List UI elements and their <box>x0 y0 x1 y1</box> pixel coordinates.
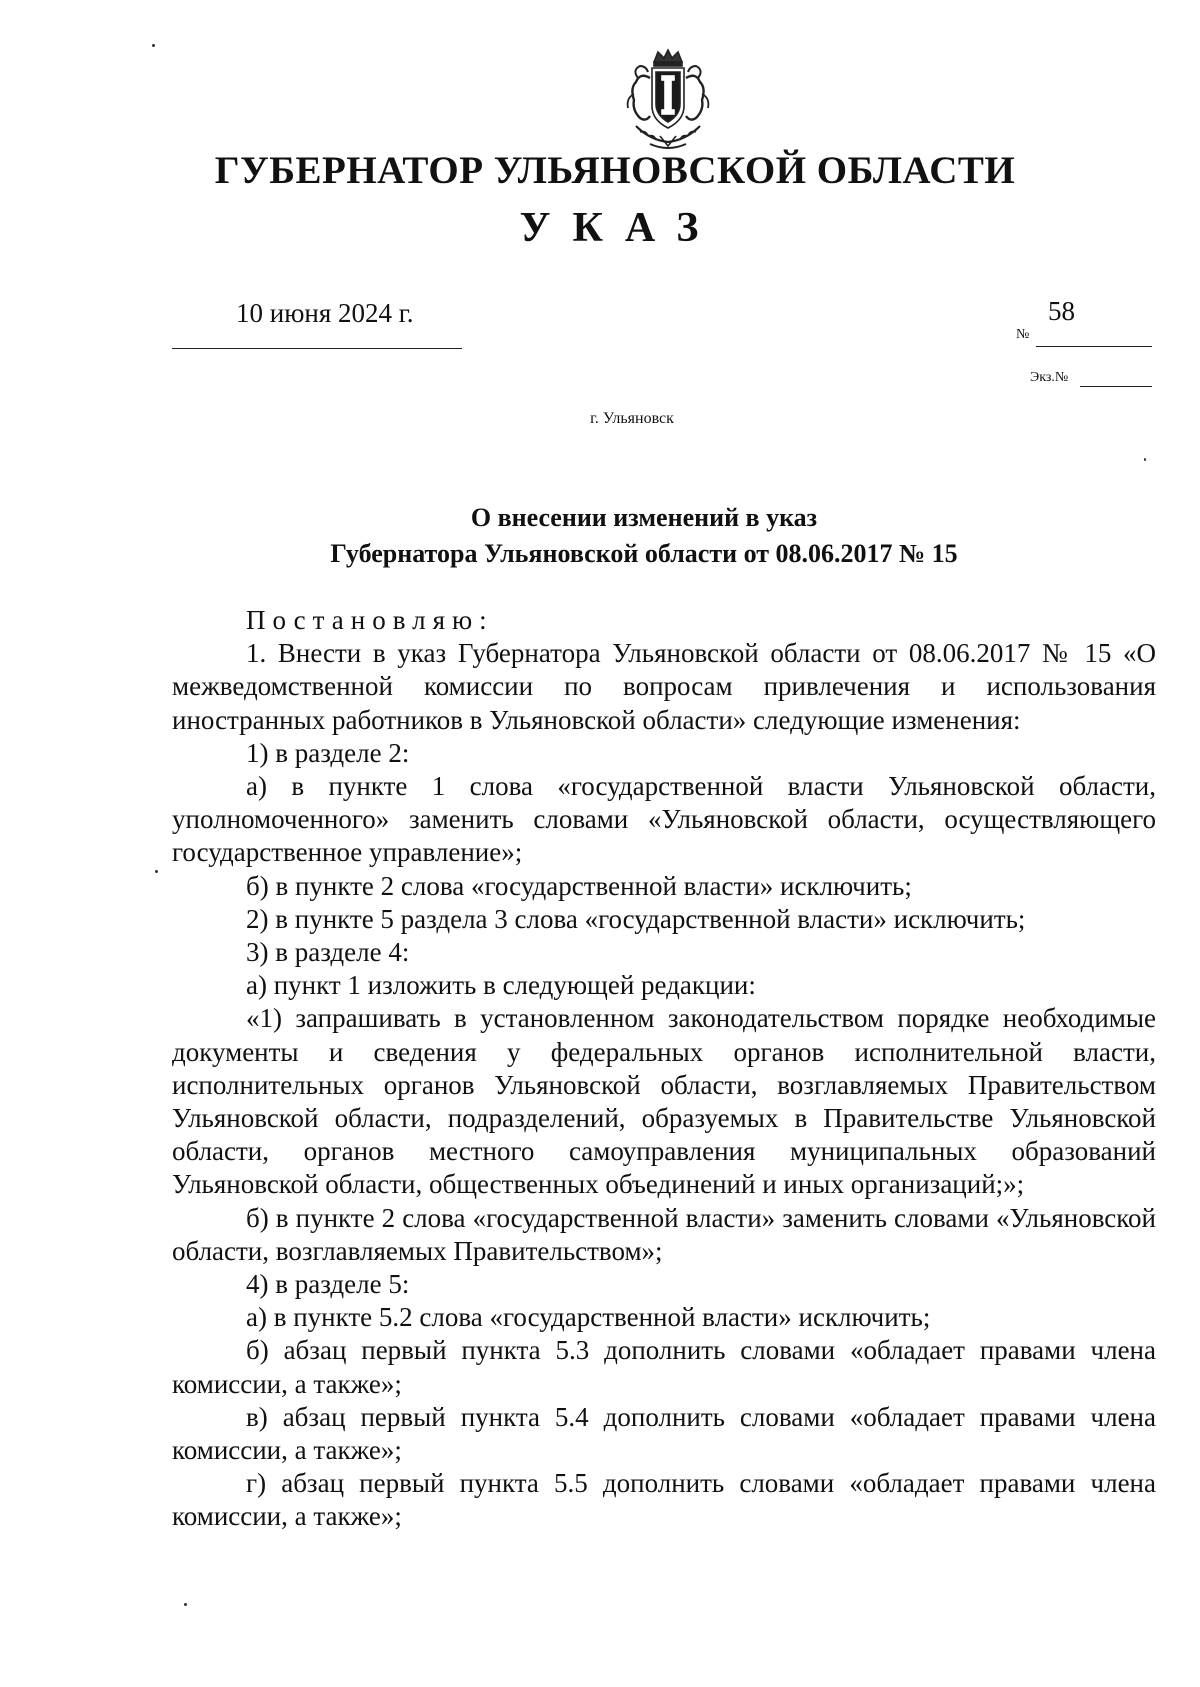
decree-paragraph: а) в пункте 5.2 слова «государственной власти» исключить; <box>246 1302 931 1333</box>
decree-title-line-2: Губернатора Ульяновской области от 08.06.2017 № 15 <box>330 539 958 568</box>
decree-paragraph: б) абзац первый пункта 5.3 дополнить словами «обладает правами члена комиссии, а также»; <box>172 1335 1156 1399</box>
decree-paragraph: 3) в разделе 4: <box>246 937 410 968</box>
decree-paragraph: 2) в пункте 5 раздела 3 слова «государственной власти» исключить; <box>246 903 1026 934</box>
decree-paragraph: 1) в разделе 2: <box>246 737 410 768</box>
decree-paragraph: 4) в разделе 5: <box>246 1269 410 1300</box>
decree-paragraph: б) в пункте 2 слова «государственной власти» исключить; <box>246 870 912 901</box>
decree-paragraph: «1) запрашивать в установленном законодательством порядке необходимые документы и сведения у федеральных органов исполнительной власти, исполнительных органов Ульяновской области, возглавляемых Правительством Ульяновской области, подразделений, образуемых в Правительстве Ульяновской области, органов местного самоуправления муниципальных образований Ульяновской области, общественных объединений и иных организаций;»; <box>172 1003 1156 1200</box>
decree-paragraph: б) в пункте 2 слова «государственной власти» заменить словами «Ульяновской области, возглавляемых Правительством»; <box>172 1202 1156 1266</box>
scan-speck <box>155 870 158 873</box>
decree-paragraph: в) абзац первый пункта 5.4 дополнить словами «обладает правами члена комиссии, а также»; <box>172 1401 1156 1466</box>
copy-number-label: Экз.№ <box>1030 370 1069 385</box>
decree-title-line-1: О внесении изменений в указ <box>470 503 818 532</box>
decree-paragraph: а) в пункте 1 слова «государственной власти Ульяновской области, уполномоченного» заменить словами «Ульяновской области, осуществляющего государственное управление»; <box>172 771 1156 868</box>
decree-date: 10 июня 2024 г. <box>236 298 414 328</box>
scan-speck <box>152 44 155 47</box>
decree-paragraph: а) пункт 1 изложить в следующей редакции: <box>246 970 756 1001</box>
scan-speck <box>1144 458 1146 461</box>
decree-number: 58 <box>1048 296 1075 326</box>
decree-paragraph: 1. Внести в указ Губернатора Ульяновской области от 08.06.2017 № 15 «О межведомственной комиссии по вопросам привлечения и использования иностранных работников в Ульяновской области» следующие изменения: <box>172 638 1156 735</box>
coat-of-arms-icon <box>620 48 716 152</box>
city: г. Ульяновск <box>590 410 674 427</box>
number-underline <box>1036 346 1152 347</box>
decree-number-label: № <box>1016 327 1030 342</box>
date-underline <box>172 348 462 349</box>
copy-number-underline <box>1080 386 1152 387</box>
document-type-heading: УКАЗ <box>519 205 721 251</box>
decree-paragraph: г) абзац первый пункта 5.5 дополнить словами «обладает правами члена комиссии, а также»; <box>172 1468 1156 1532</box>
authority-heading: ГУБЕРНАТОР УЛЬЯНОВСКОЙ ОБЛАСТИ <box>214 149 1016 192</box>
decree-body <box>172 604 1156 1534</box>
scan-speck <box>184 1603 187 1606</box>
decree-title <box>0 500 1200 572</box>
decree-resolution-word: Постановляю: <box>246 605 494 635</box>
